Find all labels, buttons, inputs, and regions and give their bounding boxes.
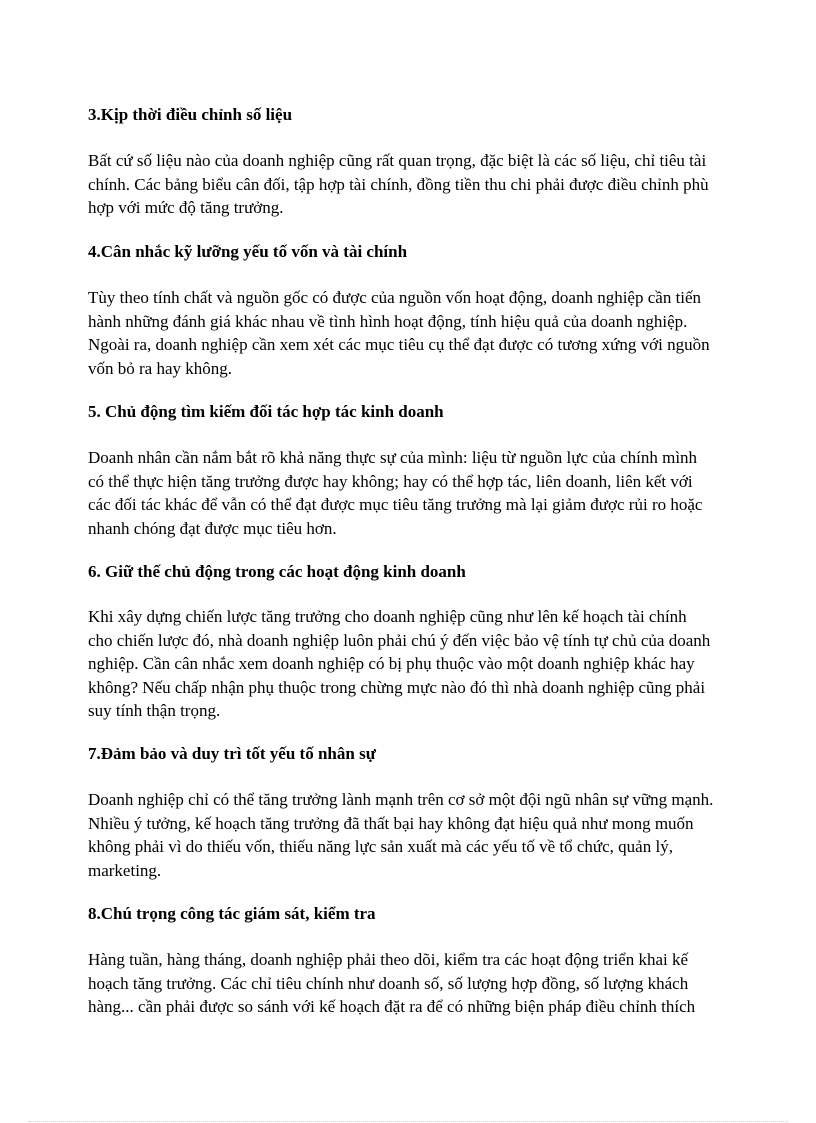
section-heading-7: 7.Đảm bảo và duy trì tốt yếu tố nhân sự: [88, 744, 376, 763]
section-heading-4: 4.Cân nhắc kỹ lưỡng yếu tố vốn và tài chính: [88, 242, 408, 261]
section-heading-6: 6. Giữ thế chủ động trong các hoạt động kinh doanh: [88, 562, 466, 581]
paragraph-line: có thể thực hiện tăng trưởng được hay không; hay có thể hợp tác, liên doanh, liên kết với: [88, 471, 693, 491]
section-heading-8: 8.Chú trọng công tác giám sát, kiểm tra: [88, 904, 376, 923]
paragraph-line: Doanh nhân cần nắm bắt rõ khả năng thực sự của mình: liệu từ nguồn lực của chính mình: [88, 448, 698, 467]
paragraph-line: nhanh chóng đạt được mục tiêu hơn.: [88, 518, 337, 538]
section-paragraph-8: [88, 948, 788, 1019]
section-paragraph-5: [88, 446, 788, 540]
paragraph-line: Hàng tuần, hàng tháng, doanh nghiệp phải theo dõi, kiểm tra các hoạt động triển khai kế: [88, 950, 689, 969]
section-paragraph-4: [88, 286, 788, 380]
paragraph-line: chính. Các bảng biểu cân đối, tập hợp tài chính, đồng tiền thu chi phải được điều chỉnh phù: [88, 174, 709, 194]
paragraph-line: vốn bỏ ra hay không.: [88, 358, 233, 378]
section-heading-5: 5. Chủ động tìm kiếm đối tác hợp tác kinh doanh: [88, 402, 444, 421]
paragraph-line: nghiệp. Cần cân nhắc xem doanh nghiệp có bị phụ thuộc vào một doanh nghiệp khác hay: [88, 654, 695, 673]
paragraph-line: suy tính thận trọng.: [88, 701, 221, 720]
paragraph-line: cho chiến lược đó, nhà doanh nghiệp luôn phải chú ý đến việc bảo vệ tính tự chủ của doanh: [88, 630, 711, 650]
section-paragraph-7: [88, 788, 788, 882]
paragraph-line: Bất cứ số liệu nào của doanh nghiệp cũng rất quan trọng, đặc biệt là các số liệu, chỉ tiêu tài: [88, 151, 707, 170]
paragraph-line: Ngoài ra, doanh nghiệp cần xem xét các mục tiêu cụ thể đạt được có tương xứng với nguồn: [88, 335, 710, 354]
section-paragraph-6: [88, 605, 788, 723]
paragraph-line: Khi xây dựng chiến lược tăng trưởng cho doanh nghiệp cũng như lên kế hoạch tài chính: [88, 607, 687, 626]
paragraph-line: các đối tác khác để vẫn có thể đạt được mục tiêu tăng trưởng mà lại giảm được rủi ro hoặc: [88, 495, 703, 514]
paragraph-line: không phải vì do thiếu vốn, thiếu năng lực sản xuất mà các yếu tố về tổ chức, quản lý,: [88, 837, 673, 856]
paragraph-line: hành những đánh giá khác nhau về tình hình hoạt động, tính hiệu quả của doanh nghiệp.: [88, 311, 688, 331]
page-bottom-divider: [28, 1121, 788, 1122]
paragraph-line: không? Nếu chấp nhận phụ thuộc trong chừng mực nào đó thì nhà doanh nghiệp cũng phải: [88, 677, 706, 697]
paragraph-line: hàng... cần phải được so sánh với kế hoạch đặt ra để có những biện pháp điều chỉnh thích: [88, 997, 696, 1016]
paragraph-line: hoạch tăng trưởng. Các chỉ tiêu chính như doanh số, số lượng hợp đồng, số lượng khách: [88, 973, 689, 993]
paragraph-line: Nhiều ý tưởng, kế hoạch tăng trưởng đã thất bại hay không đạt hiệu quả như mong muốn: [88, 813, 694, 833]
paragraph-line: Doanh nghiệp chỉ có thể tăng trưởng lành mạnh trên cơ sở một đội ngũ nhân sự vững mạnh.: [88, 790, 714, 809]
paragraph-line: Tùy theo tính chất và nguồn gốc có được của nguồn vốn hoạt động, doanh nghiệp cần tiến: [88, 288, 702, 307]
section-heading-3: 3.Kịp thời điều chỉnh số liệu: [88, 105, 293, 124]
paragraph-line: hợp với mức độ tăng trưởng.: [88, 198, 284, 217]
paragraph-line: marketing.: [88, 860, 162, 880]
section-paragraph-3: [88, 149, 788, 220]
